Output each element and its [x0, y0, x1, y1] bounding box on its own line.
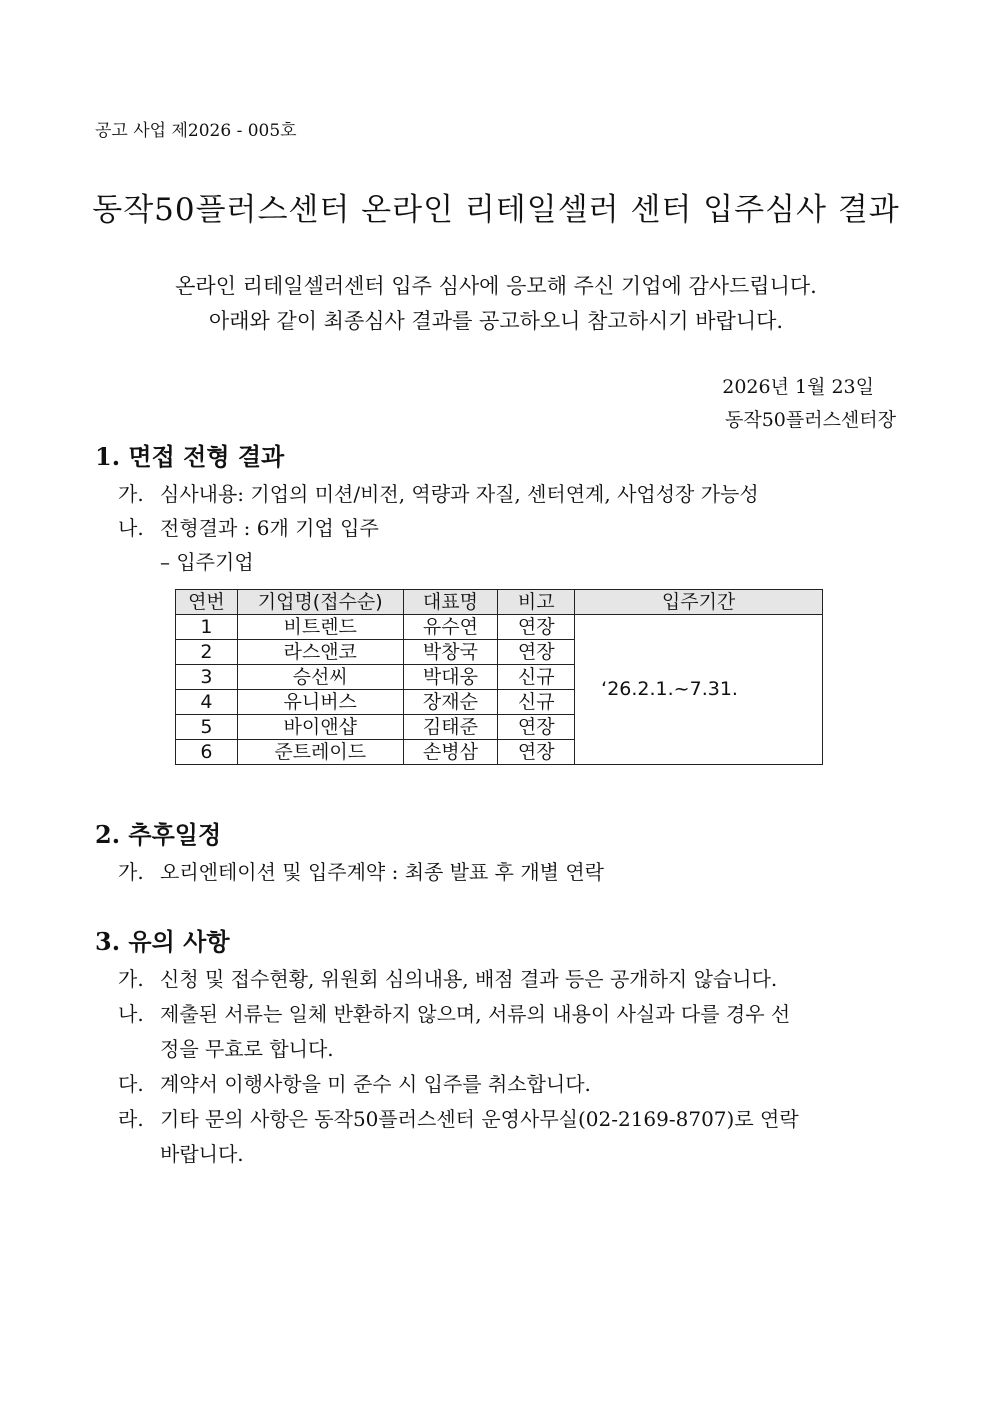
section-3-item-na-continued: 정을 무효로 합니다. — [160, 1037, 334, 1061]
item-key: 나. — [118, 516, 144, 540]
item-text: 전형결과 : 6개 기업 입주 — [160, 516, 379, 540]
item-text: 오리엔테이션 및 입주계약 : 최종 발표 후 개별 연락 — [160, 860, 604, 884]
header-cell: 비고 — [498, 590, 575, 615]
table-cell: 5 — [176, 715, 238, 740]
table-cell: 4 — [176, 690, 238, 715]
section-1-heading: 1. 면접 전형 결과 — [95, 442, 285, 471]
intro-line-1: 온라인 리테일셀러센터 입주 심사에 응모해 주신 기업에 감사드립니다. — [175, 274, 817, 298]
table-cell: 준트레이드 — [237, 740, 403, 765]
table-row — [176, 615, 823, 640]
table-cell: 신규 — [498, 690, 575, 715]
notice-number: 공고 사업 제2026 - 005호 — [95, 121, 297, 141]
item-key: 가. — [118, 860, 144, 884]
notice-date: 2026년 1월 23일 — [722, 376, 874, 398]
section-3-item-ra-continued: 바랍니다. — [160, 1142, 244, 1166]
section-3-heading: 3. 유의 사항 — [95, 927, 230, 956]
table-cell: 유수연 — [403, 615, 498, 640]
company-table — [175, 589, 823, 765]
table-cell: 승선씨 — [237, 665, 403, 690]
table-cell: 김태준 — [403, 715, 498, 740]
section-1-subitem: – 입주기업 — [160, 550, 254, 574]
table-cell: 라스앤코 — [237, 640, 403, 665]
item-key: 나. — [118, 1002, 144, 1026]
header-cell: 대표명 — [403, 590, 498, 615]
table-cell: 연장 — [498, 615, 575, 640]
table-cell: 신규 — [498, 665, 575, 690]
intro-line-2: 아래와 같이 최종심사 결과를 공고하오니 참고하시기 바랍니다. — [208, 309, 784, 333]
item-text: 심사내용: 기업의 미션/비전, 역량과 자질, 센터연계, 사업성장 가능성 — [160, 482, 759, 506]
header-cell: 입주기간 — [575, 590, 823, 615]
item-key: 다. — [118, 1072, 144, 1096]
table-cell: 비트렌드 — [237, 615, 403, 640]
section-2-heading: 2. 추후일정 — [95, 820, 222, 849]
table-cell: 1 — [176, 615, 238, 640]
header-cell: 기업명(접수순) — [237, 590, 403, 615]
table-cell: 연장 — [498, 640, 575, 665]
table-header-row — [176, 590, 823, 615]
table-cell: 손병삼 — [403, 740, 498, 765]
table-cell: 장재순 — [403, 690, 498, 715]
document-title: 동작50플러스센터 온라인 리테일셀러 센터 입주심사 결과 — [92, 192, 900, 228]
table-cell: 연장 — [498, 715, 575, 740]
table-cell: 박창국 — [403, 640, 498, 665]
issuer: 동작50플러스센터장 — [724, 409, 896, 431]
item-text: 계약서 이행사항을 미 준수 시 입주를 취소합니다. — [160, 1072, 591, 1096]
table-cell: 6 — [176, 740, 238, 765]
table-cell: 유니버스 — [237, 690, 403, 715]
table-cell: 박대웅 — [403, 665, 498, 690]
item-key: 가. — [118, 967, 144, 991]
table-cell: 3 — [176, 665, 238, 690]
table-cell: 바이앤샵 — [237, 715, 403, 740]
tenancy-period: ‘26.2.1.~7.31. — [575, 615, 823, 765]
header-cell: 연번 — [176, 590, 238, 615]
item-key: 가. — [118, 482, 144, 506]
table-cell: 연장 — [498, 740, 575, 765]
item-text: 신청 및 접수현황, 위원회 심의내용, 배점 결과 등은 공개하지 않습니다. — [160, 967, 778, 991]
table-cell: 2 — [176, 640, 238, 665]
item-key: 라. — [118, 1107, 144, 1131]
item-text: 제출된 서류는 일체 반환하지 않으며, 서류의 내용이 사실과 다를 경우 선 — [160, 1002, 791, 1026]
item-text: 기타 문의 사항은 동작50플러스센터 운영사무실(02-2169-8707)로 연락 — [160, 1107, 799, 1131]
